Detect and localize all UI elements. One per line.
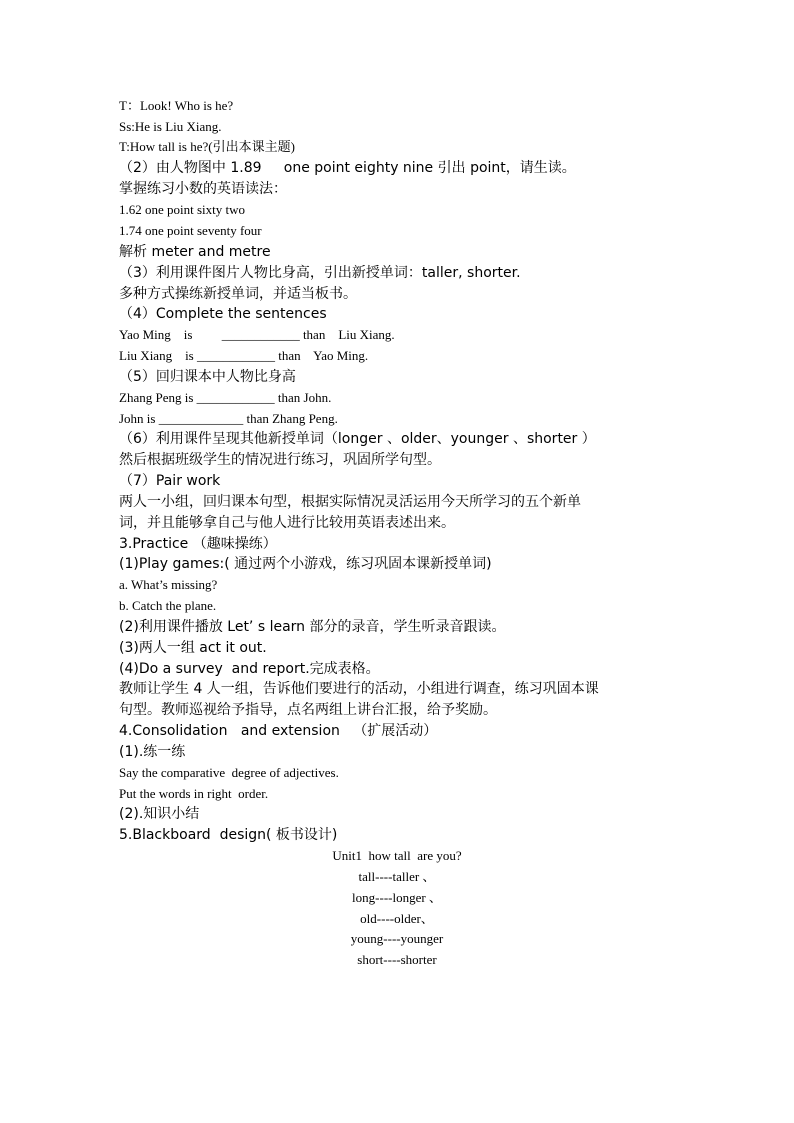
text-line: b. Catch the plane. — [119, 598, 217, 613]
board-title: Unit1 how tall are you? — [332, 848, 462, 863]
board-line: short----shorter — [357, 952, 437, 967]
text-line: Zhang Peng is ____________ than John. — [119, 390, 332, 405]
text-line: (1)Play games:( 通过两个小游戏，练习巩固本课新授单词) — [119, 556, 492, 572]
board-line: old----older、 — [360, 911, 434, 926]
text-line: （2）由人物图中 1.89 one point eighty nine 引出 point，请生读。 — [119, 160, 576, 176]
text-line: （3）利用课件图片人物比身高，引出新授单词：taller, shorter. — [119, 265, 521, 281]
text-line: 5.Blackboard design( 板书设计) — [119, 827, 338, 843]
text-line: （4）Complete the sentences — [119, 306, 327, 322]
text-line: Ss:He is Liu Xiang. — [119, 119, 222, 134]
text-line: （6）利用课件呈现其他新授单词（longer 、older、younger 、shorter ） — [119, 431, 596, 447]
text-line: (4)Do a survey and report.完成表格。 — [119, 661, 380, 677]
board-line: long----longer 、 — [352, 890, 442, 905]
board-line: tall----taller 、 — [358, 869, 436, 884]
text-line: Liu Xiang is ____________ than Yao Ming. — [119, 348, 369, 363]
text-line: a. What’s missing? — [119, 577, 218, 592]
text-line: (1).练一练 — [119, 744, 186, 760]
text-line: (2)利用课件播放 Let’ s learn 部分的录音，学生听录音跟读。 — [119, 619, 506, 635]
text-line: 然后根据班级学生的情况进行练习，巩固所学句型。 — [119, 452, 441, 468]
text-line: John is _____________ than Zhang Peng. — [119, 411, 338, 426]
text-line: 教师让学生 4 人一组，告诉他们要进行的活动，小组进行调查，练习巩固本课 — [119, 681, 599, 697]
text-line: 词，并且能够拿自己与他人进行比较用英语表述出来。 — [119, 515, 455, 531]
text-line: 两人一小组，回归课本句型，根据实际情况灵活运用今天所学习的五个新单 — [119, 494, 581, 510]
text-line: Say the comparative degree of adjectives. — [119, 765, 339, 780]
text-line: （7）Pair work — [119, 473, 221, 489]
text-line: (2).知识小结 — [119, 806, 200, 822]
text-line: T：Look! Who is he? — [119, 98, 234, 113]
text-line: 多种方式操练新授单词，并适当板书。 — [119, 286, 357, 302]
text-line: Put the words in right order. — [119, 786, 269, 801]
text-line: T:How tall is he?(引出本课主题) — [119, 139, 295, 154]
text-line: 1.74 one point seventy four — [119, 223, 262, 238]
text-line: Yao Ming is ____________ than Liu Xiang. — [119, 327, 395, 342]
text-line: （5）回归课本中人物比身高 — [119, 369, 296, 385]
text-line: 1.62 one point sixty two — [119, 202, 246, 217]
text-line: 掌握练习小数的英语读法： — [119, 181, 287, 197]
board-line: young----younger — [350, 931, 444, 946]
text-line: 解析 meter and metre — [119, 244, 271, 260]
text-line: 4.Consolidation and extension （扩展活动） — [119, 723, 438, 739]
text-line: (3)两人一组 act it out. — [119, 640, 267, 656]
text-line: 3.Practice （趣味操练） — [119, 536, 277, 552]
text-line: 句型。教师巡视给予指导，点名两组上讲台汇报，给予奖励。 — [119, 702, 497, 718]
